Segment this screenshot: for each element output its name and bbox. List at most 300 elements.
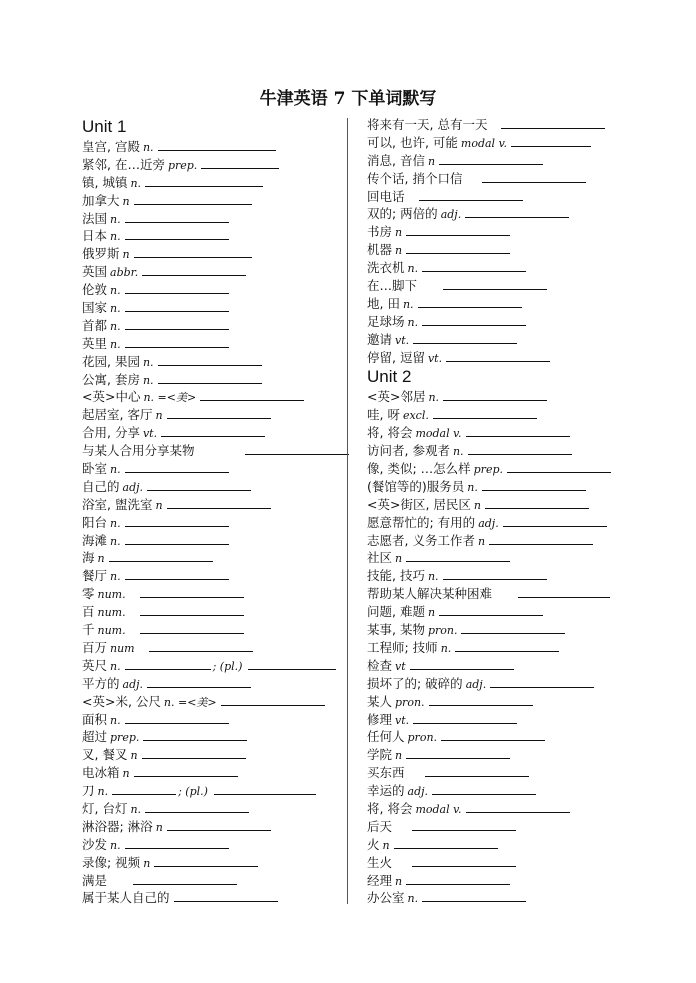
part-of-speech: n. =<美> — [143, 391, 197, 405]
chinese-meaning: 合用, 分享 — [82, 425, 140, 441]
answer-blank[interactable] — [413, 331, 517, 344]
vocab-row — [82, 836, 357, 854]
answer-blank[interactable] — [125, 836, 229, 849]
page-title: 牛津英语 7 下单词默写 — [259, 89, 437, 109]
vocab-row — [367, 854, 642, 872]
part-of-speech: prep. — [167, 158, 198, 172]
answer-blank[interactable] — [112, 782, 176, 795]
part-of-speech: n. — [110, 337, 121, 351]
chinese-meaning: 法国 — [82, 210, 108, 226]
chinese-meaning: 与某人合用分享某物 — [82, 443, 195, 459]
vocab-row — [367, 693, 642, 711]
chinese-meaning: 伦敦 — [82, 282, 108, 298]
answer-blank[interactable] — [518, 585, 610, 598]
answer-blank[interactable] — [140, 621, 244, 634]
chinese-meaning: 足球场 — [367, 313, 405, 329]
part-of-speech: n. — [110, 319, 121, 333]
part-of-speech: n. — [407, 262, 419, 276]
vocab-row — [82, 156, 357, 174]
chinese-meaning: 浴室, 盥洗室 — [82, 496, 153, 512]
chinese-meaning: 超过 — [82, 729, 108, 745]
part-of-speech: modal v. — [415, 427, 462, 441]
part-of-speech: n — [395, 874, 403, 888]
vocab-row — [367, 585, 642, 603]
unit-heading: Unit 1 — [82, 117, 127, 136]
part-of-speech: vt. — [427, 351, 443, 365]
part-of-speech: n. — [142, 141, 154, 154]
chinese-meaning: 工程师; 技师 — [367, 639, 438, 655]
answer-blank[interactable] — [406, 746, 510, 759]
answer-blank[interactable] — [125, 210, 229, 223]
vocab-row — [82, 227, 357, 245]
chinese-meaning: 紧邻, 在…近旁 — [82, 156, 165, 172]
answer-blank[interactable] — [406, 241, 510, 254]
chinese-meaning: 办公室 — [367, 890, 405, 906]
chinese-meaning: 消息, 音信 — [367, 152, 425, 168]
answer-blank[interactable] — [432, 782, 536, 795]
chinese-meaning: 问题, 难题 — [367, 604, 425, 620]
part-of-speech: vt. — [395, 713, 410, 727]
answer-blank[interactable] — [489, 532, 593, 545]
part-of-speech: abbr. — [110, 266, 139, 280]
vocab-row — [82, 549, 357, 567]
part-of-speech: adj. — [465, 677, 487, 691]
unit-heading: Unit 2 — [367, 367, 412, 387]
chinese-meaning: 将, 将会 — [367, 800, 413, 816]
part-of-speech: n — [477, 534, 486, 548]
vocab-row — [82, 514, 357, 532]
vocab-row — [367, 277, 642, 295]
chinese-meaning: 可以, 也许, 可能 — [367, 134, 458, 150]
part-of-speech: n — [382, 838, 390, 852]
chinese-meaning: 生火 — [367, 854, 393, 870]
chinese-meaning: 餐厅 — [82, 568, 108, 584]
answer-blank[interactable] — [200, 388, 304, 401]
answer-blank[interactable] — [140, 585, 244, 598]
vocab-row — [367, 388, 642, 406]
part-of-speech: vt. — [142, 427, 158, 441]
vocab-row — [82, 460, 357, 478]
chinese-meaning: 检查 — [367, 657, 393, 673]
answer-blank[interactable] — [410, 657, 514, 670]
answer-blank[interactable] — [443, 277, 547, 290]
answer-blank[interactable] — [125, 514, 229, 527]
answer-blank[interactable] — [406, 549, 510, 562]
chinese-meaning: 满是 — [82, 872, 108, 888]
part-of-speech: adj. — [407, 785, 429, 799]
chinese-meaning: 英里 — [82, 335, 108, 351]
vocab-row — [82, 210, 357, 228]
vocab-row — [82, 854, 357, 872]
answer-blank[interactable] — [134, 192, 252, 205]
part-of-speech: n. — [110, 284, 121, 298]
part-of-speech: n. — [130, 802, 142, 816]
chinese-meaning: 俄罗斯 — [82, 246, 120, 262]
part-of-speech: pron. — [407, 731, 438, 745]
answer-blank[interactable] — [125, 227, 229, 240]
chinese-meaning: 电冰箱 — [82, 765, 120, 781]
chinese-meaning: 书房 — [367, 224, 393, 240]
vocab-row — [82, 388, 357, 406]
answer-blank[interactable] — [158, 371, 262, 384]
left-column — [82, 116, 357, 907]
answer-blank[interactable] — [134, 764, 238, 777]
part-of-speech: excl. — [402, 409, 429, 423]
chinese-meaning: 皇宫, 宫殿 — [82, 139, 140, 154]
chinese-meaning: 传个话, 捎个口信 — [367, 170, 463, 186]
vocab-row — [367, 478, 642, 496]
vocab-row — [367, 496, 642, 514]
part-of-speech: n. — [110, 302, 121, 316]
chinese-meaning: 刀 — [82, 783, 95, 799]
chinese-meaning: 停留, 逗留 — [367, 349, 425, 365]
chinese-meaning: 首都 — [82, 317, 108, 333]
part-of-speech: n — [97, 552, 105, 566]
vocab-row — [367, 818, 642, 836]
answer-blank[interactable] — [511, 134, 591, 147]
answer-blank[interactable] — [422, 889, 526, 902]
answer-blank[interactable] — [125, 299, 229, 312]
chinese-meaning: 买东西 — [367, 765, 405, 781]
chinese-meaning: 帮助某人解决某种困难 — [367, 586, 493, 602]
answer-blank[interactable] — [433, 406, 537, 419]
answer-blank[interactable] — [468, 442, 572, 455]
chinese-meaning: 平方的 — [82, 675, 120, 691]
vocab-row — [367, 514, 642, 532]
part-of-speech: n — [427, 606, 436, 620]
answer-blank[interactable] — [429, 693, 533, 706]
vocab-row — [367, 313, 642, 331]
answer-blank[interactable] — [419, 188, 523, 201]
chinese-meaning: 海滩 — [82, 532, 108, 548]
chinese-meaning: 将来有一天, 总有一天 — [367, 117, 488, 132]
vocab-row — [367, 603, 642, 621]
vocab-row — [367, 349, 642, 367]
vocab-row — [367, 728, 642, 746]
chinese-meaning: 千 — [82, 622, 95, 638]
vocab-row — [367, 532, 642, 550]
chinese-meaning: 卧室 — [82, 461, 108, 477]
vocab-row — [367, 675, 642, 693]
answer-blank[interactable] — [125, 317, 229, 330]
answer-blank[interactable] — [142, 263, 246, 276]
chinese-meaning: 像, 类似; …怎么样 — [367, 461, 471, 477]
vocab-row — [82, 782, 357, 800]
part-of-speech: n — [395, 226, 403, 240]
answer-blank[interactable] — [221, 693, 325, 706]
vocab-row — [82, 371, 357, 389]
chinese-meaning: 访问者, 参观者 — [367, 443, 450, 459]
vocab-row — [367, 782, 642, 800]
part-of-speech: n. — [452, 445, 464, 459]
answer-blank[interactable] — [412, 854, 516, 867]
vocab-row — [82, 693, 357, 711]
chinese-meaning: 自己的 — [82, 478, 120, 494]
vocab-row — [82, 478, 357, 496]
vocab-row — [367, 746, 642, 764]
chinese-meaning: 花园, 果园 — [82, 353, 140, 369]
answer-blank[interactable] — [441, 728, 545, 741]
vocab-row — [82, 353, 357, 371]
vocab-row — [367, 872, 642, 890]
chinese-meaning: 任何人 — [367, 729, 405, 745]
vocab-row — [82, 818, 357, 836]
answer-blank[interactable] — [161, 424, 265, 437]
answer-blank[interactable] — [412, 818, 516, 831]
answer-blank[interactable] — [125, 281, 229, 294]
chinese-meaning: 志愿者, 义务工作者 — [367, 532, 475, 548]
answer-blank[interactable] — [147, 675, 251, 688]
part-of-speech: n. — [440, 641, 452, 655]
answer-blank[interactable] — [158, 353, 262, 366]
answer-blank[interactable] — [446, 349, 550, 362]
part-of-speech: n. — [142, 373, 154, 387]
part-of-speech: n. — [110, 516, 121, 530]
part-of-speech: n. — [402, 297, 414, 311]
vocab-row — [367, 223, 642, 241]
answer-blank[interactable] — [125, 460, 229, 473]
vocab-row — [82, 245, 357, 263]
answer-blank[interactable] — [158, 138, 276, 151]
vocab-row — [82, 192, 357, 210]
part-of-speech: adj. — [478, 516, 499, 530]
answer-blank[interactable] — [394, 836, 498, 849]
vocab-row — [367, 331, 642, 349]
answer-blank[interactable] — [501, 116, 605, 129]
chinese-meaning: 修理 — [367, 711, 393, 727]
answer-blank[interactable] — [142, 746, 246, 759]
chinese-meaning: 日本 — [82, 228, 108, 244]
part-of-speech: prep. — [110, 731, 140, 745]
chinese-meaning: <英>街区, 居民区 — [367, 496, 471, 512]
answer-blank[interactable] — [465, 205, 569, 218]
answer-blank[interactable] — [461, 621, 565, 634]
chinese-meaning: 邀请 — [367, 331, 393, 347]
answer-blank[interactable] — [485, 496, 589, 509]
chinese-meaning: 阳台 — [82, 514, 108, 530]
chinese-meaning: 愿意帮忙的; 有用的 — [367, 514, 476, 530]
part-of-speech: num — [110, 641, 135, 655]
chinese-meaning: 回电话 — [367, 188, 405, 204]
chinese-meaning: 公寓, 套房 — [82, 371, 140, 387]
answer-blank[interactable] — [466, 800, 570, 813]
answer-blank[interactable] — [466, 424, 570, 437]
vocab-row — [367, 134, 642, 152]
chinese-meaning: (餐馆等的)服务员 — [367, 478, 465, 494]
vocab-row — [82, 889, 357, 907]
chinese-meaning: 社区 — [367, 550, 393, 566]
answer-blank[interactable] — [443, 388, 547, 401]
plural-label: ; (pl.) — [178, 785, 208, 799]
part-of-speech: prep. — [473, 463, 503, 477]
chinese-meaning: 淋浴器; 淋浴 — [82, 818, 153, 834]
part-of-speech: n. — [142, 355, 154, 369]
answer-blank[interactable] — [490, 675, 594, 688]
answer-blank[interactable] — [201, 156, 279, 169]
part-of-speech: n. — [110, 463, 121, 477]
answer-blank[interactable] — [125, 335, 229, 348]
chinese-meaning: 在…脚下 — [367, 278, 418, 294]
part-of-speech: vt — [395, 659, 406, 673]
chinese-meaning: 经理 — [367, 872, 393, 888]
answer-blank[interactable] — [406, 872, 510, 885]
vocab-row — [82, 585, 357, 603]
answer-blank[interactable] — [422, 259, 526, 272]
part-of-speech: n — [143, 856, 151, 870]
part-of-speech: n. — [110, 212, 121, 226]
part-of-speech: n — [122, 248, 130, 262]
answer-blank[interactable] — [503, 514, 607, 527]
vocab-row — [82, 174, 357, 192]
answer-blank[interactable] — [133, 872, 237, 885]
answer-blank[interactable] — [143, 728, 247, 741]
vocab-row — [82, 567, 357, 585]
vocab-row — [367, 836, 642, 854]
part-of-speech: n — [130, 749, 138, 763]
part-of-speech: adj. — [122, 480, 144, 494]
part-of-speech: pron. — [395, 695, 425, 709]
answer-blank[interactable] — [422, 313, 526, 326]
part-of-speech: n. — [427, 570, 439, 584]
vocab-row — [367, 549, 642, 567]
chinese-meaning: 叉, 餐叉 — [82, 747, 128, 763]
answer-blank[interactable] — [167, 496, 271, 509]
answer-blank[interactable] — [174, 889, 278, 902]
part-of-speech: n — [427, 154, 436, 168]
answer-blank[interactable] — [439, 603, 543, 616]
vocab-row — [367, 188, 642, 206]
vocab-row — [82, 657, 357, 675]
chinese-meaning: 后天 — [367, 818, 393, 834]
vocab-row — [82, 711, 357, 729]
vocab-row — [82, 335, 357, 353]
vocab-row — [367, 170, 642, 188]
part-of-speech: n. — [407, 315, 419, 329]
vocab-row — [367, 205, 642, 223]
vocab-row — [82, 424, 357, 442]
part-of-speech: n — [395, 244, 403, 258]
answer-blank[interactable] — [425, 764, 529, 777]
answer-blank[interactable] — [413, 711, 517, 724]
part-of-speech: n — [122, 767, 130, 781]
answer-blank[interactable] — [439, 152, 543, 165]
answer-blank[interactable] — [109, 549, 213, 562]
chinese-meaning: 双的; 两倍的 — [367, 206, 438, 222]
part-of-speech: adj. — [122, 677, 144, 691]
column-divider — [347, 118, 348, 904]
part-of-speech: n. — [110, 659, 121, 673]
vocab-row — [82, 532, 357, 550]
vocab-row — [367, 460, 642, 478]
chinese-meaning: 火 — [367, 836, 380, 852]
vocab-row — [367, 241, 642, 259]
vocab-row — [82, 621, 357, 639]
answer-blank[interactable] — [406, 223, 510, 236]
vocab-row — [82, 872, 357, 890]
part-of-speech: n. — [467, 480, 478, 494]
vocab-row — [82, 263, 357, 281]
part-of-speech: adj. — [440, 208, 462, 222]
answer-blank[interactable] — [482, 478, 586, 491]
chinese-meaning: 起居室, 客厅 — [82, 407, 153, 423]
vocab-row — [82, 746, 357, 764]
answer-blank[interactable] — [147, 478, 251, 491]
vocab-row — [367, 424, 642, 442]
vocab-row — [82, 603, 357, 621]
vocab-row — [367, 295, 642, 313]
answer-blank[interactable] — [167, 818, 271, 831]
part-of-speech: n. — [428, 391, 440, 405]
vocab-row — [82, 138, 357, 156]
vocab-row — [82, 764, 357, 782]
vocab-row — [82, 496, 357, 514]
chinese-meaning: 镇, 城镇 — [82, 174, 128, 190]
vocab-row — [367, 259, 642, 277]
part-of-speech: n. — [110, 713, 121, 727]
chinese-meaning: 百 — [82, 604, 95, 620]
vocab-row — [367, 800, 642, 818]
answer-blank[interactable] — [245, 442, 349, 455]
chinese-meaning: 洗衣机 — [367, 260, 405, 276]
vocab-row — [367, 764, 642, 782]
answer-blank[interactable] — [482, 170, 586, 183]
chinese-meaning: 沙发 — [82, 836, 108, 852]
chinese-meaning: 零 — [82, 586, 95, 602]
part-of-speech: num. — [97, 588, 126, 602]
chinese-meaning: 某事, 某物 — [367, 622, 425, 638]
answer-blank[interactable] — [443, 567, 547, 580]
chinese-meaning: 学院 — [367, 747, 393, 763]
vocab-row — [82, 281, 357, 299]
vocab-row — [82, 639, 357, 657]
answer-blank[interactable] — [134, 245, 252, 258]
part-of-speech: modal v. — [460, 136, 507, 150]
chinese-meaning: 损坏了的; 破碎的 — [367, 675, 463, 691]
chinese-meaning: <英>米, 公尺 — [82, 693, 161, 709]
answer-blank[interactable] — [154, 854, 258, 867]
answer-blank[interactable] — [125, 657, 211, 670]
answer-blank-plural[interactable] — [214, 782, 316, 795]
chinese-meaning: 英国 — [82, 264, 108, 280]
answer-blank[interactable] — [167, 406, 271, 419]
answer-blank[interactable] — [507, 460, 611, 473]
answer-blank[interactable] — [418, 295, 522, 308]
vocab-row — [367, 711, 642, 729]
answer-blank[interactable] — [125, 567, 229, 580]
answer-blank[interactable] — [140, 603, 244, 616]
part-of-speech: vt. — [395, 333, 410, 347]
chinese-meaning: 英尺 — [82, 657, 108, 673]
chinese-meaning: 海 — [82, 550, 95, 566]
answer-blank[interactable] — [125, 532, 229, 545]
answer-blank[interactable] — [145, 800, 249, 813]
vocab-row — [82, 406, 357, 424]
vocab-row — [82, 728, 357, 746]
part-of-speech: n. — [97, 785, 109, 799]
part-of-speech: n. — [110, 838, 121, 852]
part-of-speech: n. — [407, 892, 419, 906]
part-of-speech: n. — [110, 570, 121, 584]
answer-blank[interactable] — [145, 174, 263, 187]
answer-blank[interactable] — [125, 711, 229, 724]
part-of-speech: modal v. — [415, 802, 462, 816]
part-of-speech: n — [395, 552, 403, 566]
vocab-row — [82, 675, 357, 693]
answer-blank-plural[interactable] — [248, 657, 336, 670]
answer-blank[interactable] — [149, 639, 253, 652]
part-of-speech: n. — [110, 534, 121, 548]
answer-blank[interactable] — [455, 639, 559, 652]
